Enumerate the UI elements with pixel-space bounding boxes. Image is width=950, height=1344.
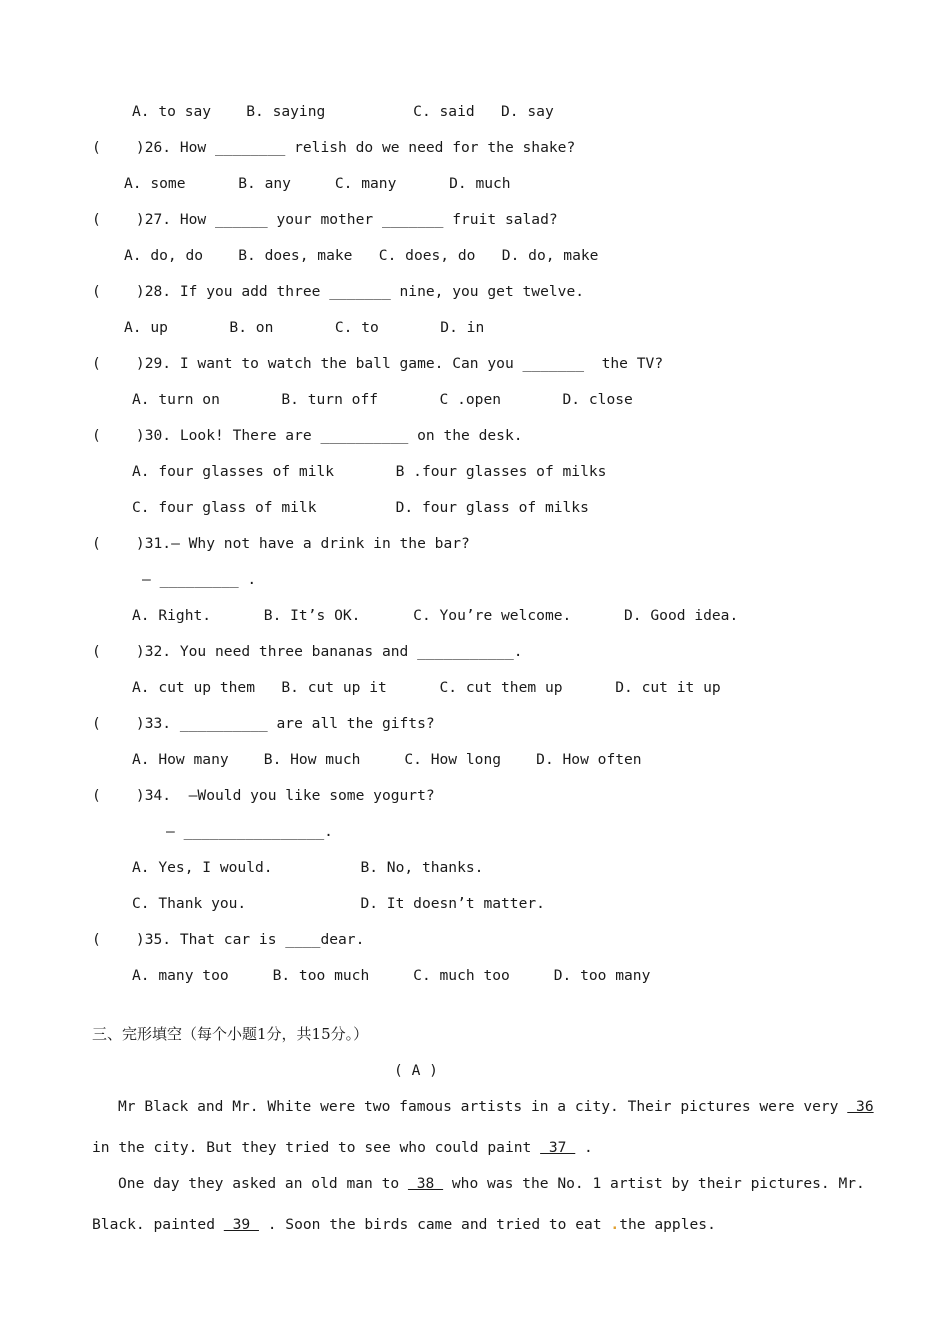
q29-options: A. turn on B. turn off C .open D. close — [132, 391, 633, 408]
passage-line-1 — [118, 1097, 874, 1117]
blank-38: 38 — [407, 1175, 444, 1192]
section-title: 三、完形填空（每个小题1分，共15分。） — [92, 1025, 369, 1043]
passage-text: Black. painted — [92, 1216, 224, 1233]
passage-text: . — [575, 1139, 593, 1156]
q25-options: A. to say B. saying C. said D. say — [132, 103, 554, 120]
passage-text: One day they asked an old man to — [118, 1175, 408, 1192]
q26-options: A. some B. any C. many D. much — [124, 175, 511, 192]
q27-options: A. do, do B. does, make C. does, do D. do, make — [124, 247, 599, 264]
q31-options: A. Right. B. It’s OK. C. You’re welcome. D. Good idea. — [132, 607, 739, 624]
passage-label: ( A ) — [394, 1062, 438, 1079]
blank-36: 36 — [847, 1098, 874, 1115]
passage-line-4 — [92, 1215, 716, 1235]
q32-options: A. cut up them B. cut up it C. cut them up D. cut it up — [132, 679, 721, 696]
q30-question: ( )30. Look! There are __________ on the desk. — [92, 427, 523, 444]
q30-options-ab: A. four glasses of milk B .four glasses of milks — [132, 463, 607, 480]
passage-text: Mr Black and Mr. White were two famous artists in a city. Their pictures were very — [118, 1098, 848, 1115]
q32-question: ( )32. You need three bananas and ___________. — [92, 643, 523, 660]
passage-text: who was the No. 1 artist by their pictures. Mr. — [443, 1175, 865, 1192]
q30-options-cd: C. four glass of milk D. four glass of milks — [132, 499, 589, 516]
q28-question: ( )28. If you add three _______ nine, you get twelve. — [92, 283, 585, 300]
q26-question: ( )26. How ________ relish do we need for the shake? — [92, 139, 576, 156]
q35-options: A. many too B. too much C. much too D. too many — [132, 967, 651, 984]
passage-text: in the city. But they tried to see who could paint — [92, 1139, 541, 1156]
blank-37: 37 — [540, 1139, 576, 1156]
q33-question: ( )33. __________ are all the gifts? — [92, 715, 435, 732]
q34-options-cd: C. Thank you. D. It doesn’t matter. — [132, 895, 545, 912]
q31-answer-line: — _________ . — [142, 571, 257, 588]
blank-39: 39 — [223, 1216, 259, 1233]
q35-question: ( )35. That car is ____dear. — [92, 931, 365, 948]
passage-text: the apples. — [619, 1216, 716, 1233]
passage-line-3 — [118, 1174, 865, 1194]
q33-options: A. How many B. How much C. How long D. How often — [132, 751, 642, 768]
q34-answer-line: — ________________. — [166, 823, 333, 840]
q27-question: ( )27. How ______ your mother _______ fruit salad? — [92, 211, 558, 228]
highlight-dot: . — [610, 1216, 620, 1233]
q34-options-ab: A. Yes, I would. B. No, thanks. — [132, 859, 484, 876]
q34-question: ( )34. —Would you like some yogurt? — [92, 787, 435, 804]
q29-question: ( )29. I want to watch the ball game. Can you _______ the TV? — [92, 355, 664, 372]
passage-text: . Soon the birds came and tried to eat — [258, 1216, 611, 1233]
q31-question: ( )31.— Why not have a drink in the bar? — [92, 535, 470, 552]
passage-line-2 — [92, 1138, 593, 1158]
q28-options: A. up B. on C. to D. in — [124, 319, 485, 336]
